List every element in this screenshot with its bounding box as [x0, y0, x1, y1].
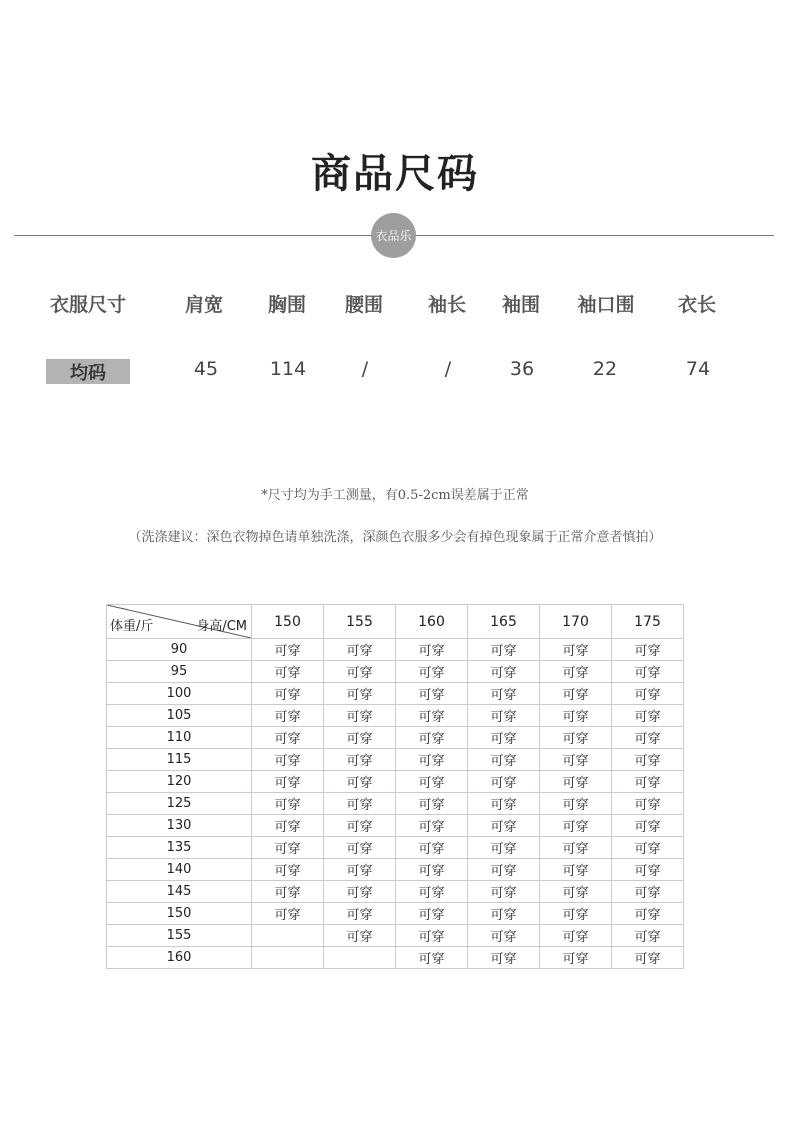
fit-cell: 可穿 — [540, 661, 612, 683]
fit-cell: 可穿 — [252, 727, 324, 749]
fit-cell: 可穿 — [612, 881, 684, 903]
fit-cell: 可穿 — [540, 639, 612, 661]
fit-cell: 可穿 — [540, 837, 612, 859]
fit-cell: 可穿 — [252, 903, 324, 925]
weight-cell: 135 — [107, 837, 252, 859]
fit-cell: 可穿 — [252, 793, 324, 815]
fit-cell: 可穿 — [612, 793, 684, 815]
table-row — [107, 705, 684, 727]
table-row — [107, 639, 684, 661]
size-header-item: 袖围 — [501, 294, 541, 316]
washing-note: （洗涤建议：深色衣物掉色请单独洗涤，深颜色衣服多少会有掉色现象属于正常介意者慎拍） — [128, 530, 662, 545]
fit-cell: 可穿 — [612, 771, 684, 793]
height-header: 155 — [324, 605, 396, 639]
table-row — [107, 881, 684, 903]
fit-cell: 可穿 — [540, 727, 612, 749]
fit-cell: 可穿 — [252, 771, 324, 793]
fit-cell: 可穿 — [468, 705, 540, 727]
page-title: 商品尺码 — [311, 151, 479, 197]
table-header-row — [107, 605, 684, 639]
fit-cell — [252, 947, 324, 969]
weight-cell: 155 — [107, 925, 252, 947]
fit-cell: 可穿 — [396, 837, 468, 859]
size-value: / — [361, 358, 369, 380]
fit-cell: 可穿 — [396, 705, 468, 727]
fit-cell: 可穿 — [252, 859, 324, 881]
fit-cell: 可穿 — [324, 705, 396, 727]
fit-cell: 可穿 — [252, 661, 324, 683]
weight-cell: 150 — [107, 903, 252, 925]
size-value: 36 — [509, 358, 535, 380]
table-row — [107, 925, 684, 947]
corner-cell — [107, 605, 252, 639]
fit-cell: 可穿 — [252, 639, 324, 661]
fit-cell: 可穿 — [396, 749, 468, 771]
fit-cell: 可穿 — [324, 683, 396, 705]
fit-cell: 可穿 — [540, 859, 612, 881]
weight-cell: 90 — [107, 639, 252, 661]
fit-cell: 可穿 — [396, 771, 468, 793]
fit-cell: 可穿 — [396, 793, 468, 815]
fit-cell: 可穿 — [468, 837, 540, 859]
corner-weight-label: 体重/斤 — [110, 619, 154, 634]
fit-cell: 可穿 — [468, 947, 540, 969]
table-row — [107, 859, 684, 881]
fit-cell: 可穿 — [612, 837, 684, 859]
table-row — [107, 683, 684, 705]
fit-cell: 可穿 — [324, 903, 396, 925]
fit-cell: 可穿 — [468, 859, 540, 881]
fit-cell: 可穿 — [324, 771, 396, 793]
measure-note: *尺寸均为手工测量，有0.5-2cm误差属于正常 — [261, 488, 529, 503]
fit-cell: 可穿 — [324, 815, 396, 837]
table-row — [107, 727, 684, 749]
weight-height-table — [106, 604, 684, 969]
weight-cell: 145 — [107, 881, 252, 903]
size-value: 114 — [269, 358, 307, 380]
fit-cell: 可穿 — [540, 749, 612, 771]
fit-cell: 可穿 — [612, 727, 684, 749]
size-header-item: 衣服尺寸 — [49, 294, 127, 316]
fit-cell: 可穿 — [468, 903, 540, 925]
fit-cell: 可穿 — [324, 793, 396, 815]
height-header: 160 — [396, 605, 468, 639]
fit-cell: 可穿 — [540, 793, 612, 815]
fit-cell: 可穿 — [540, 683, 612, 705]
fit-cell: 可穿 — [396, 815, 468, 837]
size-header-item: 胸围 — [267, 294, 307, 316]
height-header: 175 — [612, 605, 684, 639]
fit-cell: 可穿 — [252, 837, 324, 859]
fit-cell: 可穿 — [324, 859, 396, 881]
fit-cell: 可穿 — [612, 683, 684, 705]
table-row — [107, 749, 684, 771]
fit-cell: 可穿 — [612, 815, 684, 837]
size-header-item: 肩宽 — [184, 294, 224, 316]
fit-cell: 可穿 — [468, 771, 540, 793]
fit-cell: 可穿 — [468, 881, 540, 903]
fit-cell: 可穿 — [612, 639, 684, 661]
size-value: 45 — [193, 358, 219, 380]
height-header: 150 — [252, 605, 324, 639]
fit-cell: 可穿 — [468, 925, 540, 947]
fit-cell: 可穿 — [396, 683, 468, 705]
fit-cell: 可穿 — [540, 947, 612, 969]
fit-cell: 可穿 — [396, 727, 468, 749]
fit-cell: 可穿 — [252, 683, 324, 705]
fit-cell: 可穿 — [468, 727, 540, 749]
fit-cell: 可穿 — [612, 947, 684, 969]
fit-cell: 可穿 — [540, 705, 612, 727]
fit-cell: 可穿 — [324, 925, 396, 947]
fit-cell: 可穿 — [612, 661, 684, 683]
fit-cell: 可穿 — [396, 639, 468, 661]
table-row — [107, 771, 684, 793]
fit-cell: 可穿 — [396, 881, 468, 903]
weight-cell: 160 — [107, 947, 252, 969]
fit-cell: 可穿 — [468, 749, 540, 771]
height-header: 165 — [468, 605, 540, 639]
weight-cell: 140 — [107, 859, 252, 881]
weight-cell: 120 — [107, 771, 252, 793]
weight-cell: 130 — [107, 815, 252, 837]
brand-badge: 衣品乐 — [371, 213, 416, 258]
height-header: 170 — [540, 605, 612, 639]
fit-cell: 可穿 — [324, 727, 396, 749]
fit-cell: 可穿 — [612, 749, 684, 771]
fit-cell: 可穿 — [396, 661, 468, 683]
fit-cell: 可穿 — [324, 639, 396, 661]
size-header-item: 袖口围 — [577, 294, 635, 316]
fit-cell: 可穿 — [252, 881, 324, 903]
fit-cell — [252, 925, 324, 947]
table-row — [107, 793, 684, 815]
fit-cell: 可穿 — [324, 749, 396, 771]
table-row — [107, 903, 684, 925]
size-header-item: 衣长 — [677, 294, 717, 316]
fit-cell: 可穿 — [468, 815, 540, 837]
fit-cell: 可穿 — [324, 837, 396, 859]
fit-cell: 可穿 — [252, 705, 324, 727]
fit-cell: 可穿 — [252, 749, 324, 771]
table-row — [107, 661, 684, 683]
table-row — [107, 815, 684, 837]
table-row — [107, 947, 684, 969]
fit-cell: 可穿 — [612, 859, 684, 881]
weight-cell: 100 — [107, 683, 252, 705]
fit-cell: 可穿 — [540, 881, 612, 903]
fit-cell — [324, 947, 396, 969]
fit-cell: 可穿 — [396, 925, 468, 947]
fit-cell: 可穿 — [468, 683, 540, 705]
fit-cell: 可穿 — [468, 661, 540, 683]
fit-cell: 可穿 — [612, 925, 684, 947]
fit-cell: 可穿 — [324, 881, 396, 903]
size-header-item: 腰围 — [344, 294, 384, 316]
size-value: 22 — [592, 358, 618, 380]
fit-cell: 可穿 — [324, 661, 396, 683]
fit-cell: 可穿 — [468, 793, 540, 815]
table-body — [107, 639, 684, 969]
weight-cell: 95 — [107, 661, 252, 683]
size-row-label: 均码 — [46, 359, 130, 384]
fit-cell: 可穿 — [540, 903, 612, 925]
size-value: 74 — [685, 358, 711, 380]
fit-cell: 可穿 — [468, 639, 540, 661]
fit-cell: 可穿 — [540, 771, 612, 793]
fit-cell: 可穿 — [396, 903, 468, 925]
fit-cell: 可穿 — [612, 705, 684, 727]
fit-cell: 可穿 — [252, 815, 324, 837]
fit-cell: 可穿 — [396, 859, 468, 881]
table-row — [107, 837, 684, 859]
size-value: / — [444, 358, 452, 380]
weight-cell: 125 — [107, 793, 252, 815]
size-header-item: 袖长 — [427, 294, 467, 316]
corner-height-label: 身高/CM — [196, 619, 247, 634]
weight-cell: 115 — [107, 749, 252, 771]
fit-cell: 可穿 — [396, 947, 468, 969]
fit-cell: 可穿 — [612, 903, 684, 925]
fit-cell: 可穿 — [540, 925, 612, 947]
weight-cell: 105 — [107, 705, 252, 727]
fit-cell: 可穿 — [540, 815, 612, 837]
weight-cell: 110 — [107, 727, 252, 749]
